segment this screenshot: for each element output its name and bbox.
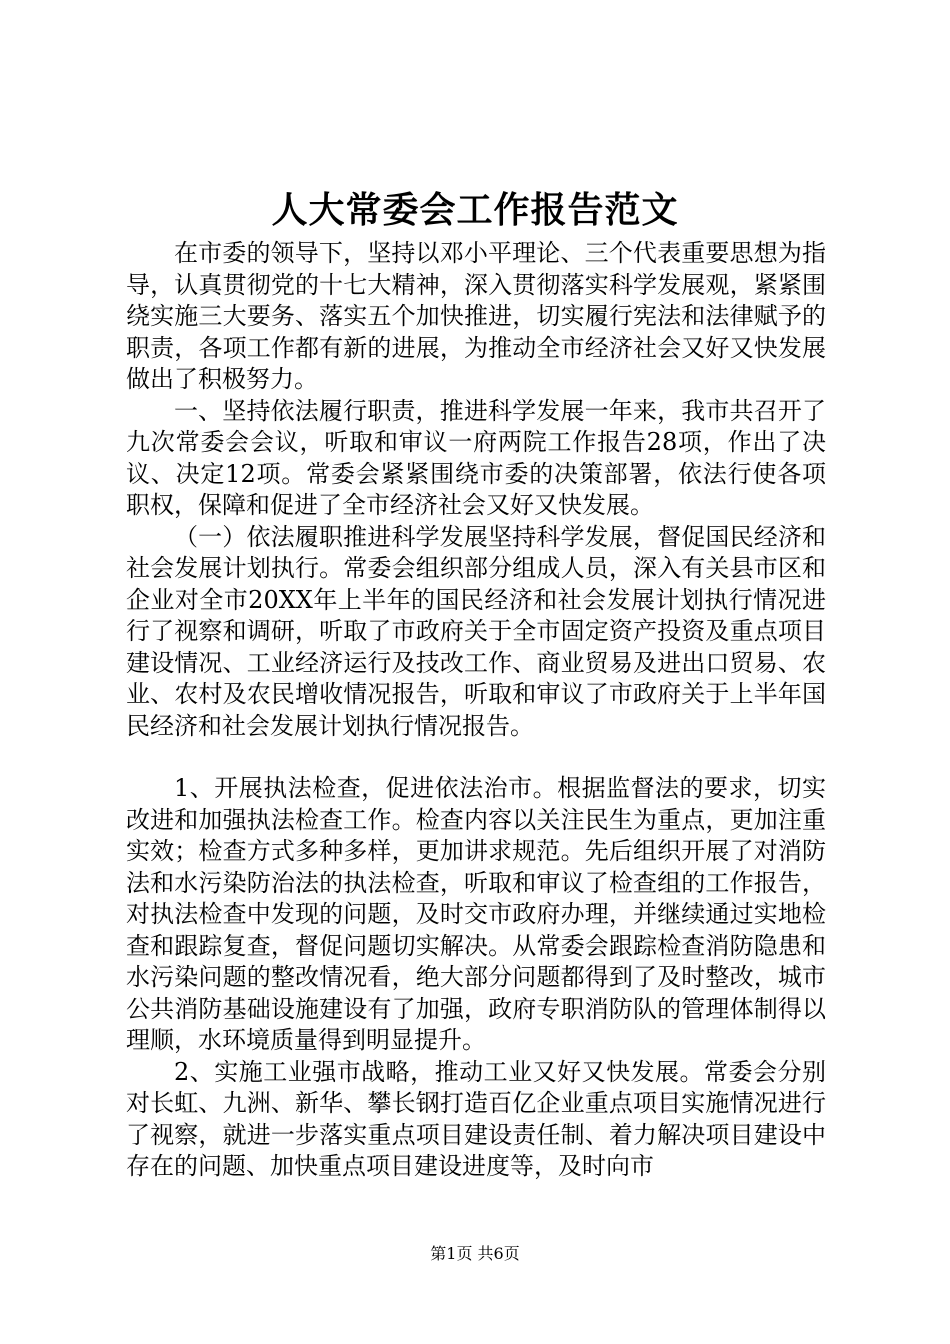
paragraph-intro: 在市委的领导下，坚持以邓小平理论、三个代表重要思想为指导，认真贯彻党的十七大精神，深入贯彻落实科学发展观，紧紧围绕实施三大要务、落实五个加快推进，切实履行宪法和法律赋予的职责，各项工作都有新的进展，为推动全市经济社会又好又快发展做出了积极努力。 [126, 239, 826, 393]
paragraph-item-2: 2、实施工业强市战略，推动工业又好又快发展。常委会分别对长虹、九洲、新华、攀长钢打造百亿企业重点项目实施情况进行了视察，就进一步落实重点项目建设责任制、着力解决项目建设中存在的问题、加快重点项目建设进度等，及时向市 [126, 1057, 826, 1180]
page-footer: 第1页 共6页 [430, 1244, 520, 1263]
paragraph-item-1: 1、开展执法检查，促进依法治市。根据监督法的要求，切实改进和加强执法检查工作。检查内容以关注民生为重点，更加注重实效；检查方式多种多样，更加讲求规范。先后组织开展了对消防法和水污染防治法的执法检查，听取和审议了检查组的工作报告，对执法检查中发现的问题，及时交市政府办理，并继续通过实地检查和跟踪复查，督促问题切实解决。从常委会跟踪检查消防隐患和水污染问题的整改情况看，绝大部分问题都得到了及时整改，城市公共消防基础设施建设有了加强，政府专职消防队的管理体制得以理顺，水环境质量得到明显提升。 [126, 774, 826, 1054]
paragraph-section-1: 一、坚持依法履行职责，推进科学发展一年来，我市共召开了九次常委会会议，听取和审议一府两院工作报告28项，作出了决议、决定12项。常委会紧紧围绕市委的决策部署，依法行使各项职权，保障和促进了全市经济社会又好又快发展。 [126, 396, 826, 519]
paragraph-subsection-1: （一）依法履职推进科学发展坚持科学发展，督促国民经济和社会发展计划执行。常委会组织部分组成人员，深入有关县市区和企业对全市20XX年上半年的国民经济和社会发展计划执行情况进行了视察和调研，听取了市政府关于全市固定资产投资及重点项目建设情况、工业经济运行及技改工作、商业贸易及进出口贸易、农业、农村及农民增收情况报告，听取和审议了市政府关于上半年国民经济和社会发展计划执行情况报告。 [126, 522, 826, 740]
document-body [126, 238, 826, 1183]
document-title: 人大常委会工作报告范文 [271, 189, 679, 231]
